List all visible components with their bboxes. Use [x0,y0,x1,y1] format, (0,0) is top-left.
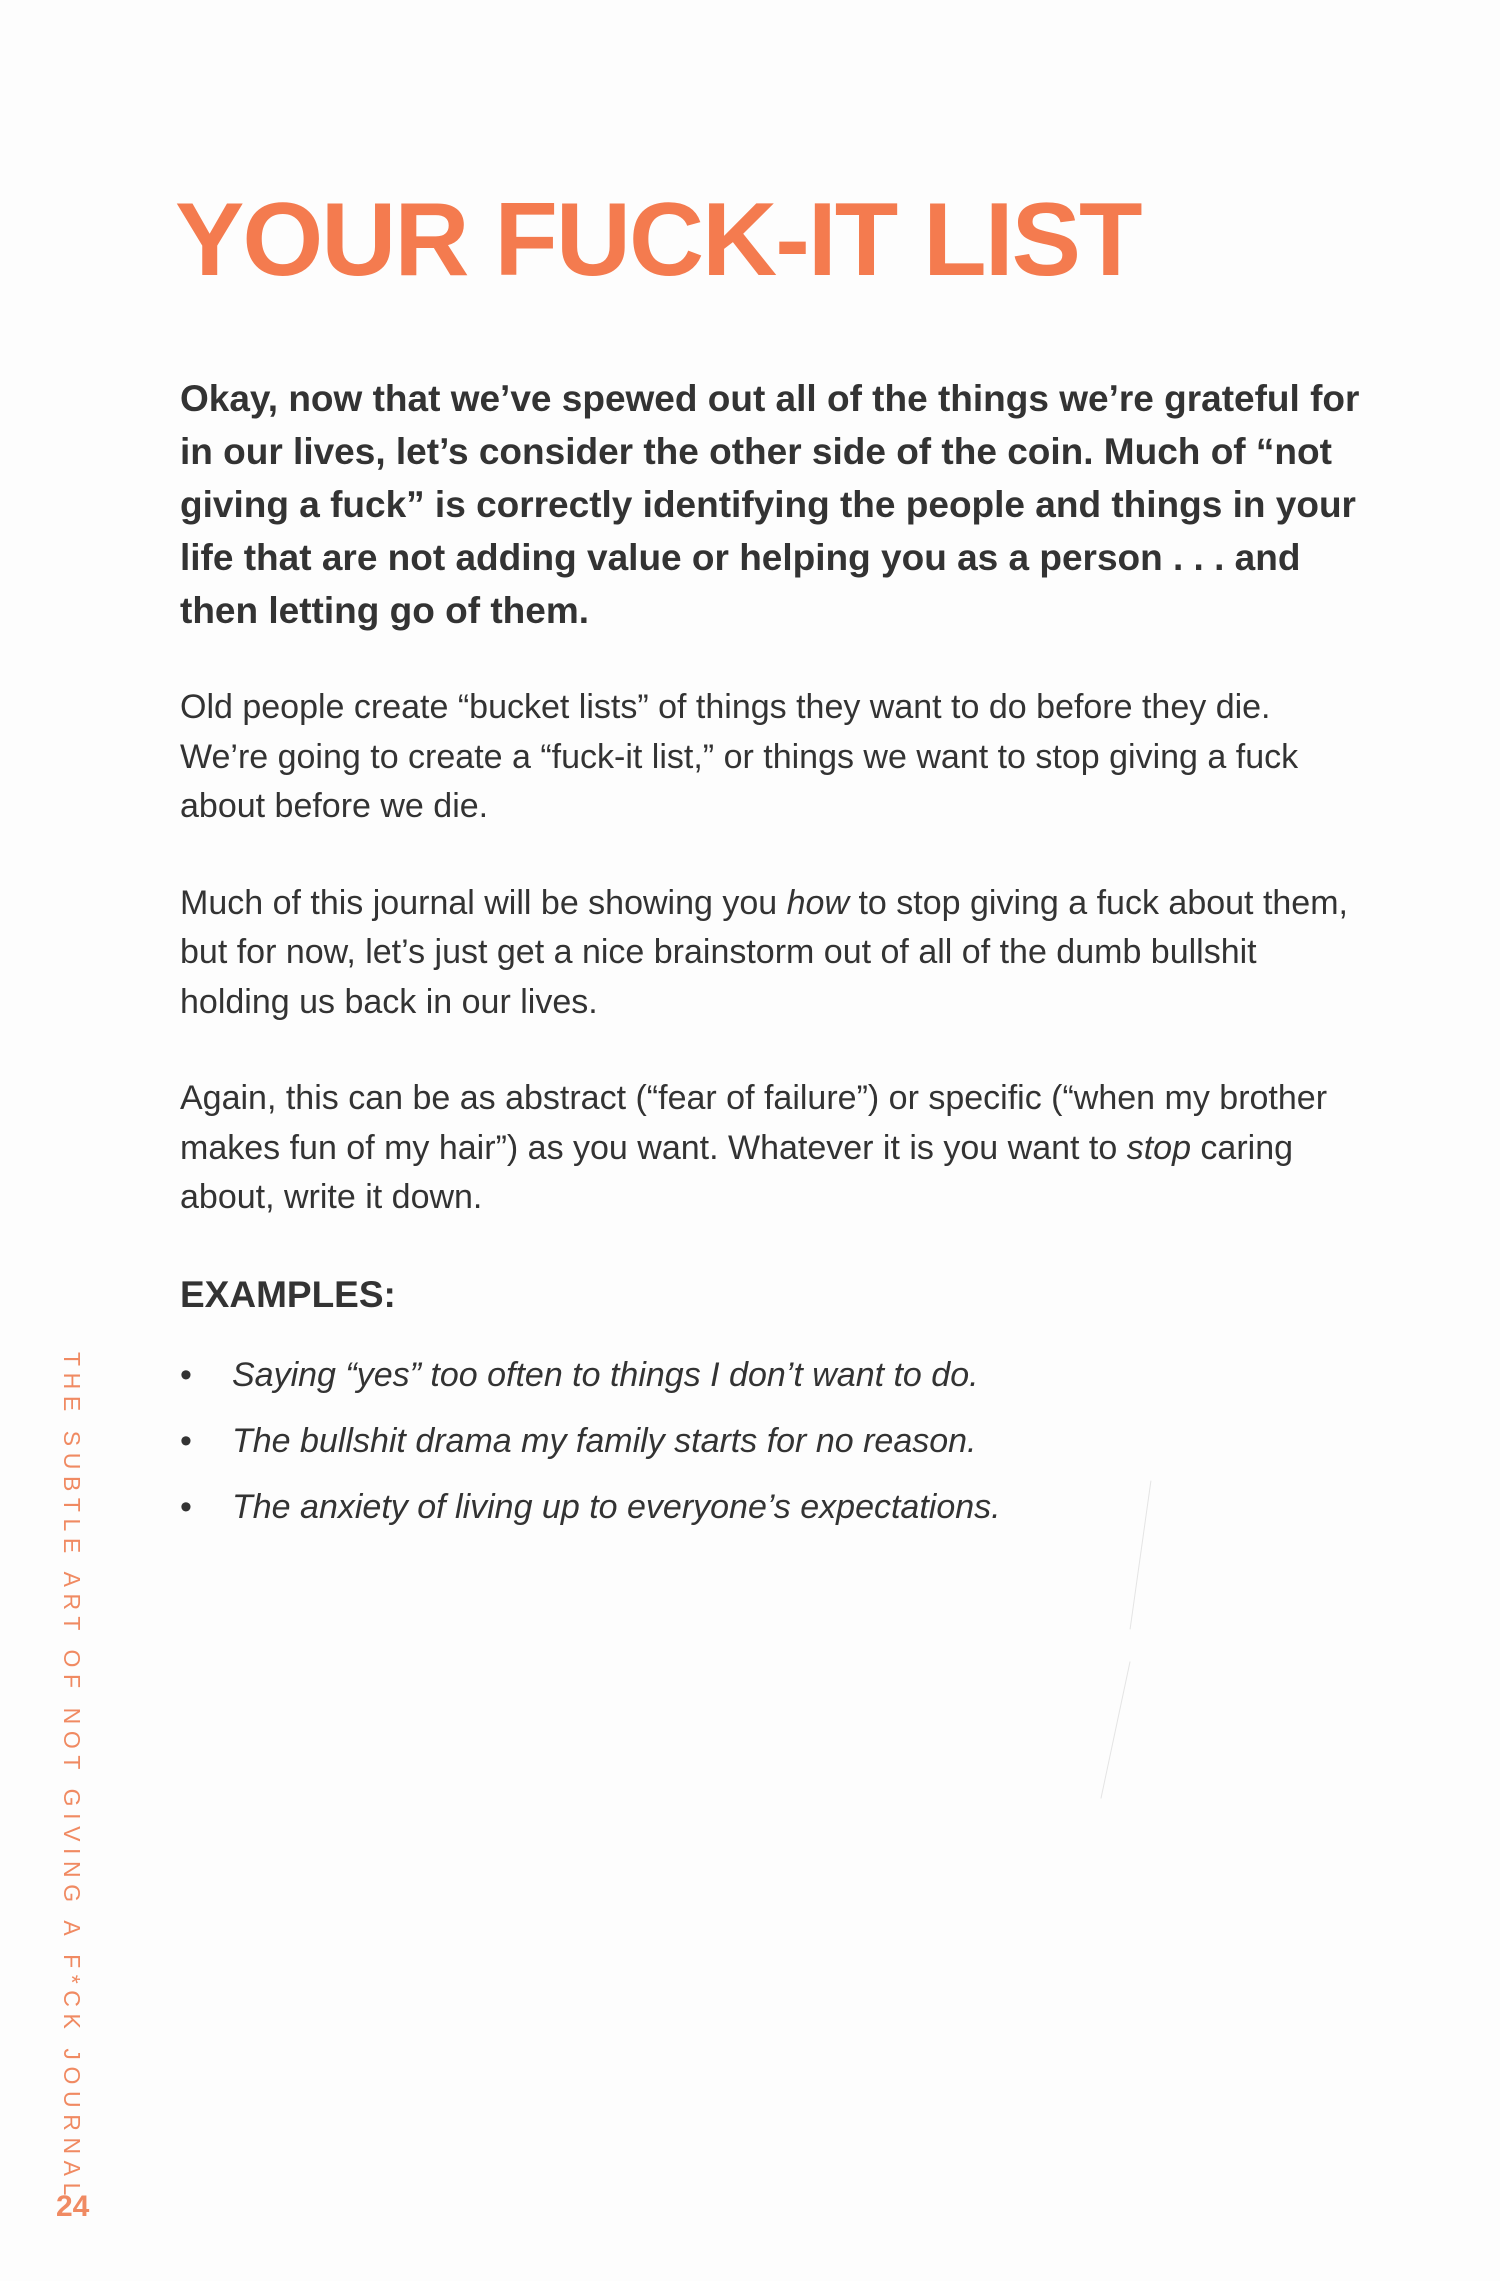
example-item [180,1408,1360,1474]
page-title: YOUR FUCK-IT LIST [175,182,1141,298]
example-item [180,1342,1360,1408]
intro-paragraph: Okay, now that we’ve spewed out all of the things we’re grateful for in our lives, let’s consider the other side of the coin. Much of “not giving a fuck” is correctly identifying the people and things in your life that are not adding value or helping you as a person . . . and then letting go of them. [180,378,1360,631]
bullet-icon: • [180,1355,192,1394]
examples-heading: EXAMPLES: [180,1273,396,1315]
bucket-list-paragraph: Old people create “bucket lists” of things they want to do before they die. We’re going to create a “fuck-it list,” or things we want to stop giving a fuck about before we die. [180,688,1299,825]
page-content [180,372,1360,1540]
journal-paragraph [180,879,1360,1028]
example-item [180,1474,1360,1540]
example-text: Saying “yes” too often to things I don’t want to do. [232,1355,979,1394]
abstract-paragraph-emphasis: stop [1126,1128,1191,1167]
journal-paragraph-start: Much of this journal will be showing you [180,883,787,922]
abstract-specific-paragraph [180,1074,1360,1223]
abstract-paragraph-end: caring about, write it down. [180,1128,1294,1216]
journal-paragraph-end: to stop giving a fuck about them, but for now, let’s just get a nice brainstorm out of all of the dumb bullshit holding us back in our lives. [180,883,1348,1021]
abstract-paragraph-start: Again, this can be as abstract (“fear of failure”) or specific (“when my brother makes fun of my hair”) as you want. Whatever it is you want to [180,1079,1328,1167]
bullet-icon: • [180,1487,192,1526]
bullet-icon: • [180,1421,192,1460]
page-number: 24 [56,2190,90,2223]
journal-paragraph-emphasis: how [786,883,850,922]
example-text: The bullshit drama my family starts for no reason. [232,1421,977,1460]
examples-list [180,1342,1360,1540]
spine-book-title: THE SUBTLE ART OF NOT GIVING A F*CK JOURNAL [59,1352,85,2202]
scan-mark [1100,1661,1130,1798]
example-text: The anxiety of living up to everyone’s expectations. [232,1487,1001,1526]
